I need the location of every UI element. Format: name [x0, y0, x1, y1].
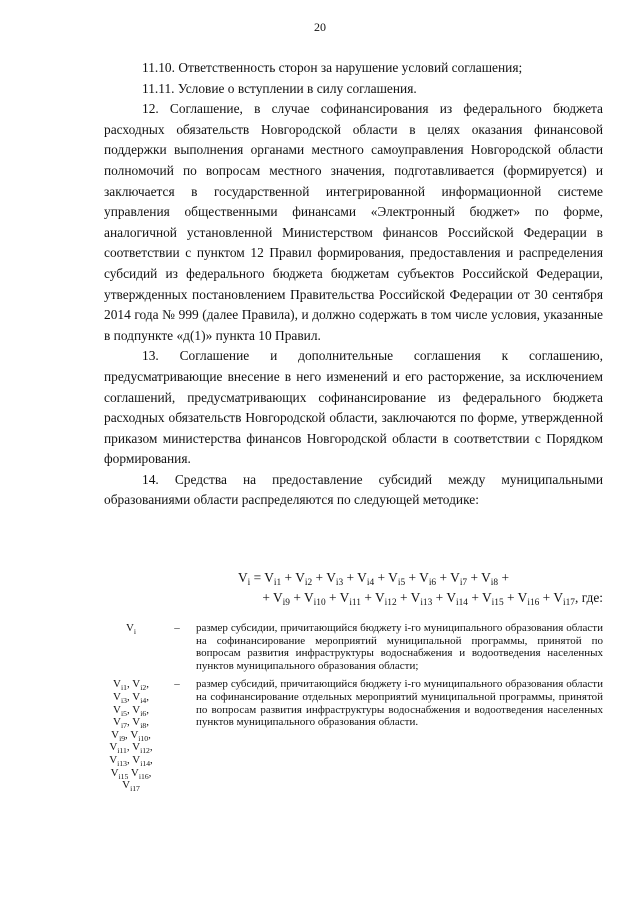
paragraph-11-11: 11.11. Условие о вступлении в силу соглашения.: [142, 80, 417, 96]
paragraph-12: 12. Соглашение, в случае софинансирования из федерального бюджета расходных обязательств Новгородской области в целях оказания финансовой поддержки выполнения органами местного самоуправления Новгородской области полномочий по вопросам местного значения, подготавливается (формируется) и заключается в государственной интегрированной информационной системе управления общественными финансами «Электронный бюджет» по форме, аналогичной установленной Министерством финансов Российской Федерации в соответствии с пунктом 12 Правил формирования, предоставления и распределения субсидий из федерального бюджета бюджетам субъектов Российской Федерации, утвержденных постановлением Правительства Российской Федерации от 30 сентября 2014 года № 999 (далее Правила), и должно содержать в том числе условия, указанные в подпункте «д(1)» пункта 10 Правил.: [104, 101, 603, 343]
definition-symbol-vi-components: $V_{i1}$, $V_{i2}$, $V_{i3}$, $V_{i4}$, $V_{i5}$, $V_{i6}$, $V_{i7}$, $V_{i8}$, $V_{i9}$, $V_{i10}$, $V_{i11}$, $V_{i12}$, $V_{i13}$, $V_{i14}$, $V_{i15}$ $V_{i16}$, $V_{i17}$: [109, 678, 153, 794]
definition-dash: –: [174, 622, 180, 634]
formula-line-1: $V_i = V_{i1} + V_{i2} + V_{i3} + V_{i4} + V_{i5} + V_{i6} + V_{i7} + V_{i8}$ +: [237, 570, 509, 588]
definition-symbol-vi: $V_i$: [125, 622, 137, 636]
distribution-formula: [104, 568, 603, 608]
page-number: 20: [314, 20, 326, 34]
definition-vi-components: [104, 678, 603, 794]
definition-text-vi: размер субсидии, причитающийся бюджету i-го муниципального образования области на софинансирование мероприятий муниципальной программы, принятой по вопросам развития инфраструктуры водоснабжения и водоотведения населенных пунктов муниципального образования области;: [196, 622, 603, 672]
body-text: [104, 58, 603, 511]
formula-line-2: + $V_{i9} + V_{i10} + V_{i11} + V_{i12} + V_{i13} + V_{i14} + V_{i15} + V_{i16} + V_{i17}$, где:: [262, 590, 603, 608]
definitions-list: [104, 622, 603, 798]
definition-dash: –: [174, 678, 180, 691]
paragraph-13: 13. Соглашение и дополнительные соглашения к соглашению, предусматривающие внесение в него изменений и его расторжение, за исключением соглашений, предусматривающих софинансирование из федерального бюджета расходных обязательств Новгородской области, заключаются по форме, утвержденной приказом министерства финансов Новгородской области в соответствии с Порядком формирования.: [104, 348, 603, 467]
definition-vi: [104, 622, 603, 672]
paragraph-11-10: 11.10. Ответственность сторон за нарушение условий соглашения;: [142, 60, 523, 75]
definition-text-vi-components: размер субсидий, причитающийся бюджету i-го муниципального образования области на софинансирование отдельных мероприятий муниципальной программы, принятой по вопросам развития инфраструктуры водоснабжения и водоотведения населенных пунктов муниципального образования области.: [196, 678, 603, 729]
paragraph-14: 14. Средства на предоставление субсидий между муниципальными образованиями области распределяются по следующей методике:: [104, 471, 603, 508]
